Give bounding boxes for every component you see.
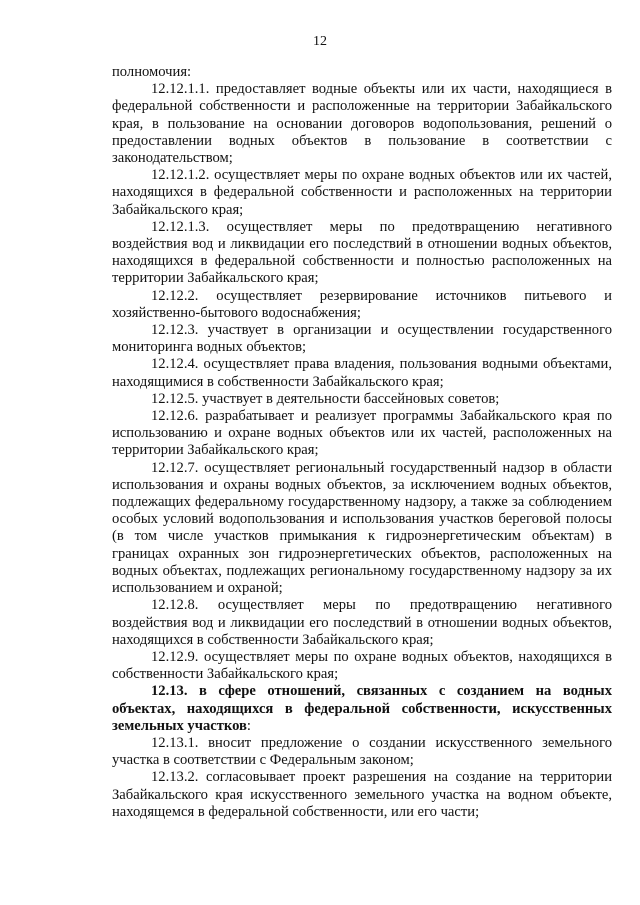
section-heading-12-13 xyxy=(112,683,612,735)
paragraph-12-12-6: 12.12.6. разрабатывает и реализует программы Забайкальского края по использованию и охране водных объектов или их частей, расположенных на территории Забайкальского края; xyxy=(112,408,612,459)
paragraph-12-13-2: 12.13.2. согласовывает проект разрешения на создание на территории Забайкальского края искусственного земельного участка на водном объекте, находящемся в федеральной собственности, или его части; xyxy=(112,769,612,820)
paragraph-12-12-7: 12.12.7. осуществляет региональный государственный надзор в области использования и охраны водных объектов, за исключением водных объектов, подлежащих федеральному государственному надзору, а также за соблюдением особых условий водопользования и использования участков береговой полосы (в том числе участков примыкания к гидроэнергетическим объектам) в границах охранных зон гидроэнергетических объектов, расположенных на водных объектах, подлежащих региональному государственному надзору за их использованием и охраной; xyxy=(112,459,612,597)
paragraph-12-12-4: 12.12.4. осуществляет права владения, пользования водными объектами, находящимися в собственности Забайкальского края; xyxy=(112,356,612,390)
paragraph-12-12-5: 12.12.5. участвует в деятельности бассейновых советов; xyxy=(151,390,500,407)
paragraph-12-12-1-1: 12.12.1.1. предоставляет водные объекты или их части, находящиеся в федеральной собственности и расположенные на территории Забайкальского края, в пользование на основании договоров водопользования, решений о предоставлении водных объектов в пользование в соответствии с законодательством; xyxy=(112,81,612,167)
document-body xyxy=(112,64,612,821)
paragraph-12-12-1-3: 12.12.1.3. осуществляет меры по предотвращению негативного воздействия вод и ликвидации его последствий в отношении водных объектов, находящихся в федеральной собственности и полностью расположенных на территории Забайкальского края; xyxy=(112,218,612,287)
paragraph-12-13-1: 12.13.1. вносит предложение о создании искусственного земельного участка в соответствии с Федеральным законом; xyxy=(112,734,612,769)
paragraph-12-12-1-2: 12.12.1.2. осуществляет меры по охране водных объектов или их частей, находящихся в федеральной собственности и расположенных на территории Забайкальского края; xyxy=(112,167,612,218)
paragraph-12-12-9: 12.12.9. осуществляет меры по охране водных объектов, находящихся в собственности Забайкальского края; xyxy=(112,648,612,683)
paragraph-12-12-2: 12.12.2. осуществляет резервирование источников питьевого и хозяйственно-бытового водоснабжения; xyxy=(112,287,612,321)
section-heading-colon: : xyxy=(246,717,251,734)
page-number: 12 xyxy=(313,34,327,49)
paragraph-intro: полномочия: xyxy=(112,64,192,80)
section-heading-text: 12.13. в сфере отношений, связанных с созданием на водных объектах, находящихся в федеральной собственности, искусственных земельных участков xyxy=(112,683,612,734)
paragraph-12-12-8: 12.12.8. осуществляет меры по предотвращению негативного воздействия вод и ликвидации его последствий в отношении водных объектов, находящихся в собственности Забайкальского края; xyxy=(112,597,612,648)
paragraph-12-12-3: 12.12.3. участвует в организации и осуществлении государственного мониторинга водных объектов; xyxy=(112,322,612,356)
